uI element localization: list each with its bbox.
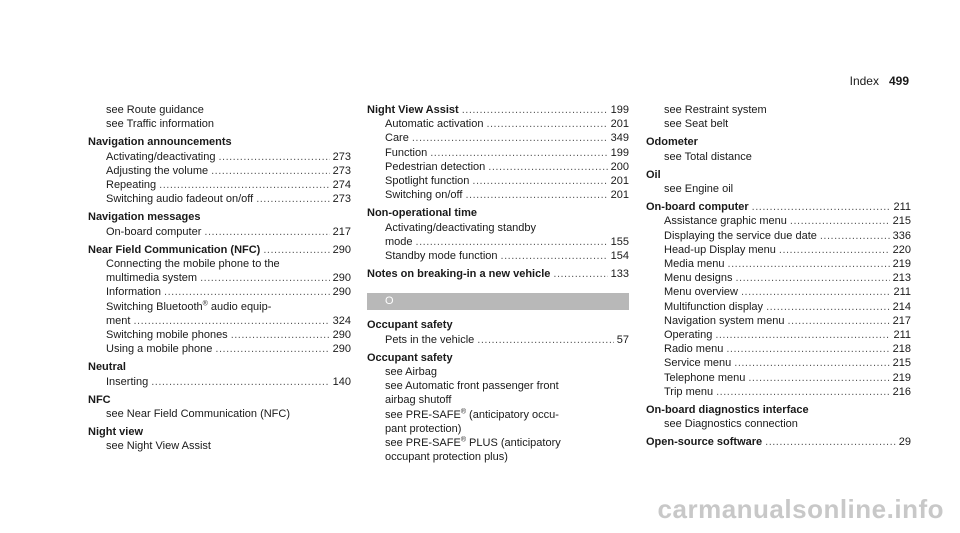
page-ref: 213 [892,272,911,285]
index-entry-nfc-full [88,243,351,357]
sub-entry-text: Activating/deactivating standby [385,221,537,234]
page-ref: 290 [332,243,351,256]
sub-entry[interactable]: ment ..... 324 [88,314,351,328]
sub-entry[interactable]: Switching on/off ..... 201 [367,188,629,202]
page-ref: 215 [892,357,911,370]
sub-entry[interactable]: Using a mobile phone ..... 290 [88,342,351,356]
page-ref: 214 [892,300,911,313]
index-entry-oil [646,168,911,196]
sub-entry[interactable]: Function ..... 199 [367,146,629,160]
entry-heading: Odometer [646,136,698,149]
page-ref: 219 [892,371,911,384]
index-entry-occupant-safety [367,318,629,346]
page-ref: 155 [610,235,629,248]
page-ref: 336 [892,229,911,242]
page-ref: 215 [892,215,911,228]
sub-entry[interactable]: Assistance graphic menu ..... 215 [646,214,911,228]
sub-entry[interactable]: Information ..... 290 [88,285,351,299]
page-ref: 217 [892,314,911,327]
page-ref: 349 [610,132,629,145]
sub-entry[interactable]: Activating/deactivating ..... 273 [88,150,351,164]
entry-heading: Oil [646,168,661,181]
see-reference[interactable]: see Restraint system [664,104,767,116]
page-ref: 57 [616,333,629,346]
entry-heading: Occupant safety [367,351,453,364]
sub-entry[interactable]: Switching mobile phones ..... 290 [88,328,351,342]
index-entry-navigation-messages [88,210,351,238]
see-reference[interactable]: see Airbag [385,366,437,379]
entry-heading: Non-operational time [367,207,478,220]
sub-entry[interactable]: Multifunction display ..... 214 [646,300,911,314]
sub-entry-text: Connecting the mobile phone to the [106,258,280,271]
entry-heading-row[interactable]: Near Field Communication (NFC) ..... 290 [88,243,351,257]
sub-entry[interactable]: Service menu ..... 215 [646,356,911,370]
see-reference[interactable]: see Near Field Communication (NFC) [106,408,290,421]
see-reference[interactable]: see Automatic front passenger front [385,380,559,393]
page-ref: 140 [332,375,351,388]
index-entry-occupant-safety-refs [367,351,629,465]
page-ref: 216 [892,385,911,398]
sub-entry[interactable]: Menu overview ..... 211 [646,285,911,299]
index-entry-notes-breaking-in [367,267,629,281]
entry-heading: On-board diagnostics interface [646,404,809,417]
index-column-2 [367,103,629,468]
sub-entry[interactable]: Spotlight function ..... 201 [367,174,629,188]
entry-heading: Occupant safety [367,319,453,332]
sub-entry[interactable]: Automatic activation ..... 201 [367,117,629,131]
entry-heading: Navigation messages [88,211,201,224]
page-ref: 290 [332,286,351,299]
watermark-text: carmanualsonline.info [657,494,944,524]
index-entry-on-board-diagnostics [646,403,911,431]
page-ref: 273 [332,193,351,206]
sub-entry[interactable]: Adjusting the volume ..... 273 [88,164,351,178]
index-entry-odometer [646,135,911,163]
index-entry-open-source-software [646,435,911,449]
page-ref: 274 [332,179,351,192]
sub-entry[interactable]: Displaying the service due date ..... 336 [646,229,911,243]
page-ref: 290 [332,329,351,342]
entry-heading-row[interactable]: Open-source software ..... 29 [646,435,911,449]
see-reference-cont[interactable]: occupant protection plus) [385,451,508,464]
page-ref: 154 [610,250,629,263]
entry-heading: Navigation announcements [88,136,232,149]
see-reference[interactable]: see Route guidance [106,104,204,116]
page-ref: 199 [610,104,629,116]
letter-section-header: O [367,293,629,310]
see-reference-cont[interactable]: pant protection) [385,422,462,435]
page-number: 499 [888,74,909,88]
sub-entry[interactable]: Inserting ..... 140 [88,375,351,389]
page-ref: 211 [893,286,911,299]
sub-entry[interactable]: Pets in the vehicle ..... 57 [367,333,629,347]
page-ref: 273 [332,164,351,177]
index-entry-non-operational-time [367,206,629,263]
page-ref: 201 [610,118,629,131]
entry-heading: NFC [88,393,111,406]
entry-heading-row[interactable]: Notes on breaking-in a new vehicle ..... 133 [367,267,629,281]
sub-entry-text: Switching Bluetooth® audio equip- [106,299,272,313]
sub-entry[interactable]: Care ..... 349 [367,131,629,145]
index-entry-neutral [88,360,351,388]
see-reference[interactable]: see Diagnostics connection [664,418,798,431]
page-ref: 29 [898,436,911,449]
index-entry-navigation-announcements [88,135,351,206]
page-ref: 290 [332,343,351,356]
sub-entry[interactable]: Repeating ..... 274 [88,178,351,192]
sub-entry[interactable]: Switching audio fadeout on/off ..... 273 [88,192,351,206]
index-column-1 [88,103,351,458]
page-ref: 201 [610,189,629,202]
index-entry-night-view-assist [367,103,629,202]
see-reference[interactable]: see Night View Assist [106,440,211,453]
sub-entry[interactable]: On-board computer ..... 217 [88,225,351,239]
entry-heading: Night view [88,426,144,439]
sub-entry[interactable]: Pedestrian detection ..... 200 [367,160,629,174]
page-ref: 211 [893,329,911,342]
see-reference[interactable]: see Seat belt [664,118,729,131]
page-ref: 273 [332,150,351,163]
page-ref: 199 [610,146,629,159]
index-entry-night-view [88,425,351,453]
sub-entry[interactable]: Operating ..... 211 [646,328,911,342]
sub-entry[interactable]: Menu designs ..... 213 [646,271,911,285]
page-ref: 217 [332,225,351,238]
see-reference[interactable]: see Traffic information [106,118,215,131]
section-label: Index [849,74,879,88]
sub-entry[interactable]: Trip menu ..... 216 [646,385,911,399]
entry-heading-row[interactable]: Night View Assist ..... 199 [367,103,629,117]
page-ref: 290 [332,272,351,285]
see-reference[interactable]: see PRE-SAFE® (anticipatory occu- [385,408,559,421]
index-entry [88,103,351,131]
page-ref: 133 [610,268,629,281]
sub-entry[interactable]: Head-up Display menu ..... 220 [646,243,911,257]
page-ref: 218 [892,343,911,356]
page-ref: 324 [332,314,351,327]
index-entry-on-board-computer [646,200,911,399]
sub-entry[interactable]: Media menu ..... 219 [646,257,911,271]
page-ref: 219 [892,258,911,271]
sub-entry[interactable]: multimedia system ..... 290 [88,271,351,285]
sub-entry[interactable]: mode ..... 155 [367,235,629,249]
page-header [850,74,909,88]
entry-heading: Neutral [88,361,126,374]
see-reference[interactable]: see Total distance [664,150,752,163]
entry-heading-row[interactable]: On-board computer ..... 211 [646,200,911,214]
see-reference[interactable]: see Engine oil [664,183,734,196]
see-reference[interactable]: see PRE-SAFE® PLUS (anticipatory [385,436,561,450]
see-reference-cont[interactable]: airbag shutoff [385,394,452,407]
page-ref: 200 [610,160,629,173]
sub-entry[interactable]: Telephone menu ..... 219 [646,371,911,385]
sub-entry[interactable]: Radio menu ..... 218 [646,342,911,356]
page-ref: 220 [892,243,911,256]
index-entry [646,103,911,131]
index-column-3 [646,103,911,454]
index-entry-nfc [88,393,351,421]
page-ref: 201 [610,175,629,188]
page-ref: 211 [893,201,911,214]
sub-entry[interactable]: Navigation system menu ..... 217 [646,314,911,328]
sub-entry[interactable]: Standby mode function ..... 154 [367,249,629,263]
